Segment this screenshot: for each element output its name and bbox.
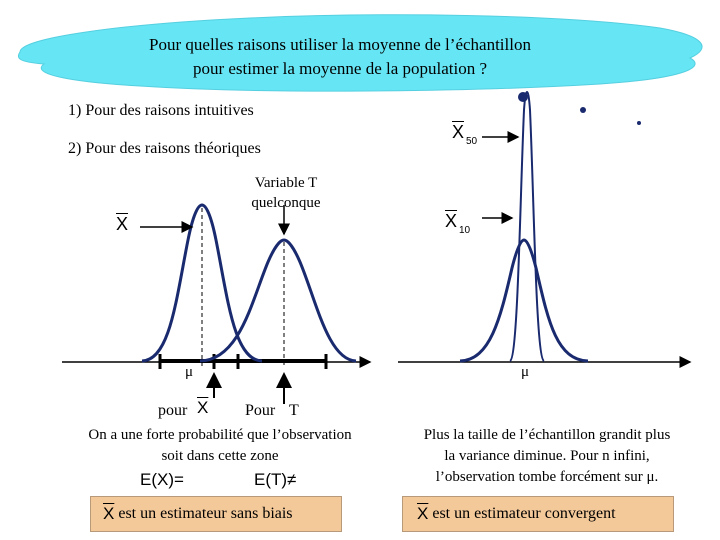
xbar10-label: $\overline{X}$ <box>445 211 458 231</box>
unbiased-box <box>90 496 342 532</box>
xbar50-subscript: 50 <box>466 136 478 147</box>
curve-xbar10 <box>460 240 588 361</box>
pour-x-label: pour <box>158 402 188 419</box>
xbar-label: $\overline{X}$ <box>116 214 129 234</box>
unbiased-box-symbol: $\overline{X}$ <box>103 504 115 523</box>
curve-xbar50 <box>510 92 544 361</box>
expectation-t: E(T)≠ <box>254 470 297 489</box>
unbiased-box-text: est un estimateur sans biais <box>118 505 293 522</box>
title-line-2: pour estimer la moyenne de la population ? <box>192 59 488 78</box>
right-caption-line-1: Plus la taille de l’échantillon grandit plus <box>423 427 671 443</box>
pour-t-label: Pour <box>245 402 276 419</box>
mu-label-right: μ <box>521 364 530 380</box>
left-caption-line-1: On a une forte probabilité que l’observation <box>88 427 352 443</box>
dot-medium <box>580 107 586 113</box>
mu-label-left: μ <box>185 364 194 380</box>
dot-large <box>518 92 528 102</box>
variable-t-label-1: Variable T <box>254 175 318 191</box>
pour-x-symbol: $\overline{X}$ <box>197 398 209 417</box>
pour-t-symbol: T <box>289 402 299 419</box>
title-line-1: Pour quelles raisons utiliser la moyenne de l’échantillon <box>149 35 531 54</box>
xbar50-label: $\overline{X}$ <box>452 122 465 142</box>
convergent-box-text: est un estimateur convergent <box>432 505 616 522</box>
right-caption-line-2: la variance diminue. Pour n infini, <box>444 448 650 464</box>
left-caption-line-2: soit dans cette zone <box>161 448 279 464</box>
dot-small <box>637 121 641 125</box>
reason-theoretical: 2) Pour des raisons théoriques <box>68 140 261 157</box>
xbar10-subscript: 10 <box>459 225 471 236</box>
reason-intuitive: 1) Pour des raisons intuitives <box>68 102 254 119</box>
curve-t <box>200 240 356 361</box>
expectation-x: E(X)= <box>140 470 184 489</box>
variable-t-label-2: quelconque <box>251 195 321 211</box>
right-caption-line-3: l’observation tombe forcément sur μ. <box>435 469 659 485</box>
convergent-box <box>402 496 674 532</box>
convergent-box-symbol: $\overline{X}$ <box>417 504 429 523</box>
